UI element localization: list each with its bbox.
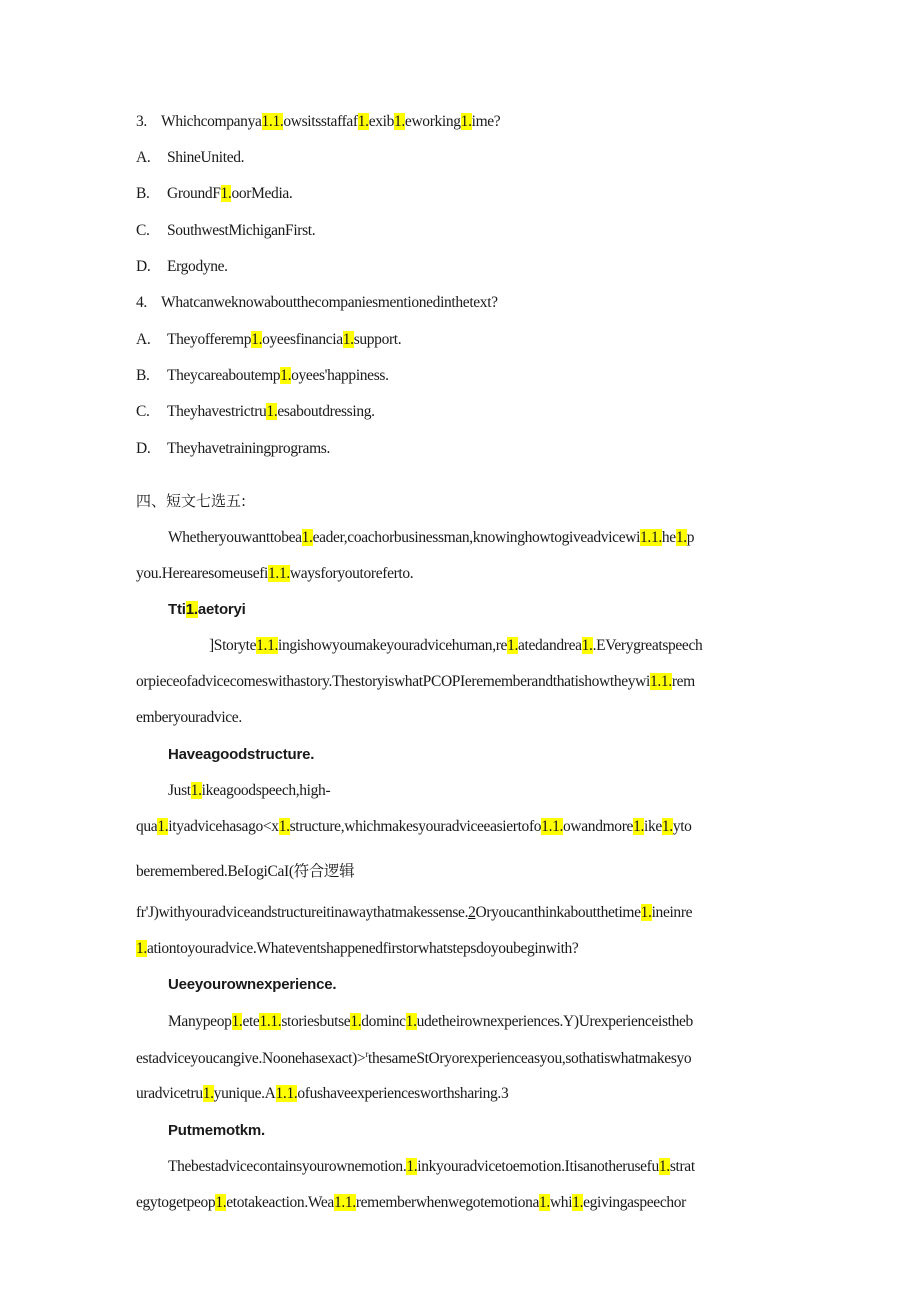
p3-line-2: estadviceyoucangive.Noonehasexact)>$^r$thesameStOryorexperienceasyou,sothatiswhatmakesyo (136, 1049, 692, 1068)
q4-option-b: B. Theycareaboutemp1.oyees'happiness. (136, 367, 389, 384)
intro-line-1: Whetheryouwanttobea1.eader,coachorbusinessman,knowinghowtogiveadvicewi1.1.he1.p (168, 529, 695, 546)
question-3-stem: 3. Whichcompanya1.1.owsitsstaffaf1.exib1.eworking1.ime? (136, 113, 501, 130)
p2-line-4: fr'J)withyouradviceandstructureitinawaythatmakessense.2Oryoucanthinkaboutthetime1.ineinre (136, 904, 693, 921)
p1-line-2: orpieceofadvicecomeswithastory.ThestoryiswhatPCOPIerememberandthatishowtheywi1.1.rem (136, 673, 695, 690)
p2-line-3: beremembered.BeIogiCaI(符合逻辑 (136, 863, 355, 880)
p2-line-2: qua1.ityadvicehasago<x1.structure,whichmakesyouradviceeasiertofo1.1.owandmore1.ike1.yto (136, 818, 692, 835)
subheading-3: Ueeyourownexperience. (168, 976, 337, 993)
q4-option-d: D. Theyhavetrainingprograms. (136, 440, 330, 457)
q3-option-b: B. GroundF1.oorMedia. (136, 185, 293, 202)
section-heading: 四、短文七选五: (136, 492, 247, 510)
q4-option-c: C. Theyhavestrictru1.esaboutdressing. (136, 403, 375, 420)
subheading-2: Haveagoodstructure. (168, 746, 315, 763)
q3-option-c: C. SouthwestMichiganFirst. (136, 222, 316, 239)
question-4-stem: 4. Whatcanweknowaboutthecompaniesmentionedinthetext? (136, 294, 498, 311)
intro-line-2: you.Herearesomeusefi1.1.waysforyoutoreferto. (136, 565, 414, 582)
p2-line-1: Just1.ikeagoodspeech,high- (168, 782, 331, 799)
p1-line-1: ]Storyte1.1.ingishowyoumakeyouradvicehuman,re1.atedandrea1..EVerygreatspeech (209, 637, 703, 654)
p1-line-3: emberyouradvice. (136, 709, 242, 726)
subheading-4: Putmemotkm. (168, 1122, 265, 1139)
question-number: 3. (136, 113, 147, 130)
p4-line-1: Thebestadvicecontainsyourownemotion.1.inkyouradvicetoemotion.Itisanotherusefu1.strat (168, 1158, 695, 1175)
p4-line-2: egytogetpeop1.etotakeaction.Wea1.1.rememberwhenwegotemotiona1.whi1.egivingaspeechor (136, 1194, 686, 1211)
q3-option-d: D. Ergodyne. (136, 258, 228, 275)
question-number: 4. (136, 294, 147, 311)
q3-option-a: A. ShineUnited. (136, 149, 245, 166)
q4-option-a: A. Theyofferemp1.oyeesfinancia1.support. (136, 331, 402, 348)
p3-line-1: Manypeop1.ete1.1.storiesbutse1.dominc1.udetheirownexperiences.Y)Urexperienceistheb (168, 1013, 693, 1030)
subheading-1: Tti1.aetoryi (168, 601, 246, 618)
p2-line-5: 1.ationtoyouradvice.Whateventshappenedfirstorwhatstepsdoyoubeginwith? (136, 940, 579, 957)
p3-line-3: uradvicetru1.yunique.A1.1.ofushaveexperiencesworthsharing.3 (136, 1085, 509, 1102)
